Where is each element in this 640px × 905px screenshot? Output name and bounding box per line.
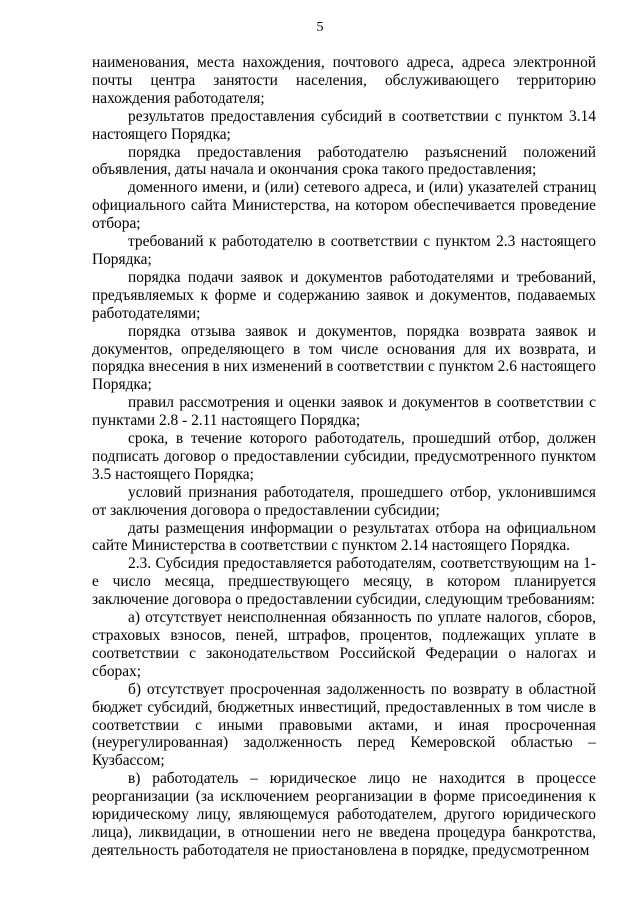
paragraph: порядка подачи заявок и документов работодателями и требований, предъявляемых к форме и содержанию заявок и документов, подаваемых работодателями; [92, 268, 596, 322]
paragraph: порядка предоставления работодателю разъяснений положений объявления, даты начала и окончания срока такого предоставления; [92, 143, 596, 179]
paragraph: срока, в течение которого работодатель, прошедший отбор, должен подписать договор о предоставлении субсидии, предусмотренного пунктом 3.5 настоящего Порядка; [92, 430, 596, 483]
page-number: 5 [316, 20, 324, 35]
paragraph: доменного имени, и (или) сетевого адреса, и (или) указателей страниц официального сайта Министерства, на котором обеспечивается проведение отбора; [92, 179, 596, 233]
paragraph: порядка отзыва заявок и документов, порядка возврата заявок и документов, определяющего в том числе основания для их возврата, и порядка внесения в них изменений в соответствии с пунктом 2.6 настоящего Порядка; [92, 322, 596, 394]
paragraph: наименования, места нахождения, почтового адреса, адреса электронной почты центра занятости населения, обслуживающего территорию нахождения работодателя; [92, 54, 596, 107]
requirement-item: в) работодатель – юридическое лицо не находится в процессе реорганизации (за исключением реорганизации в форме присоединения к юридическому лицу, являющемуся работодателем, другого юридического лица), ликвидации, в отношении него не введена процедура банкротства, деятельность работодателя не приостановлена в порядке, предусмотренном [92, 770, 596, 859]
document-body [92, 54, 596, 860]
paragraph: правил рассмотрения и оценки заявок и документов в соответствии с пунктами 2.8 - 2.11 настоящего Порядка; [92, 394, 596, 430]
paragraph: даты размещения информации о результатах отбора на официальном сайте Министерства в соответствии с пунктом 2.14 настоящего Порядка. [92, 519, 596, 555]
paragraph: требований к работодателю в соответствии с пунктом 2.3 настоящего Порядка; [92, 233, 596, 268]
requirement-item: б) отсутствует просроченная задолженность по возврату в областной бюджет субсидий, бюджетных инвестиций, предоставленных в том числе в соответствии с иными правовыми актами, и иная просроченная (неурегулированная) задолженность перед Кемеровской областью – Кузбассом; [92, 680, 596, 770]
section-paragraph: 2.3. Субсидия предоставляется работодателям, соответствующим на 1-е число месяца, предшествующего месяцу, в котором планируется заключение договора о предоставлении субсидии, следующим требованиям: [92, 555, 596, 609]
paragraph: условий признания работодателя, прошедшего отбор, уклонившимся от заключения договора о предоставлении субсидии; [92, 483, 596, 519]
requirement-item: а) отсутствует неисполненная обязанность по уплате налогов, сборов, страховых взносов, пеней, штрафов, процентов, подлежащих уплате в соответствии с законодательством Российской Федерации о налогах и сборах; [92, 609, 596, 680]
paragraph: результатов предоставления субсидий в соответствии с пунктом 3.14 настоящего Порядка; [92, 107, 596, 143]
